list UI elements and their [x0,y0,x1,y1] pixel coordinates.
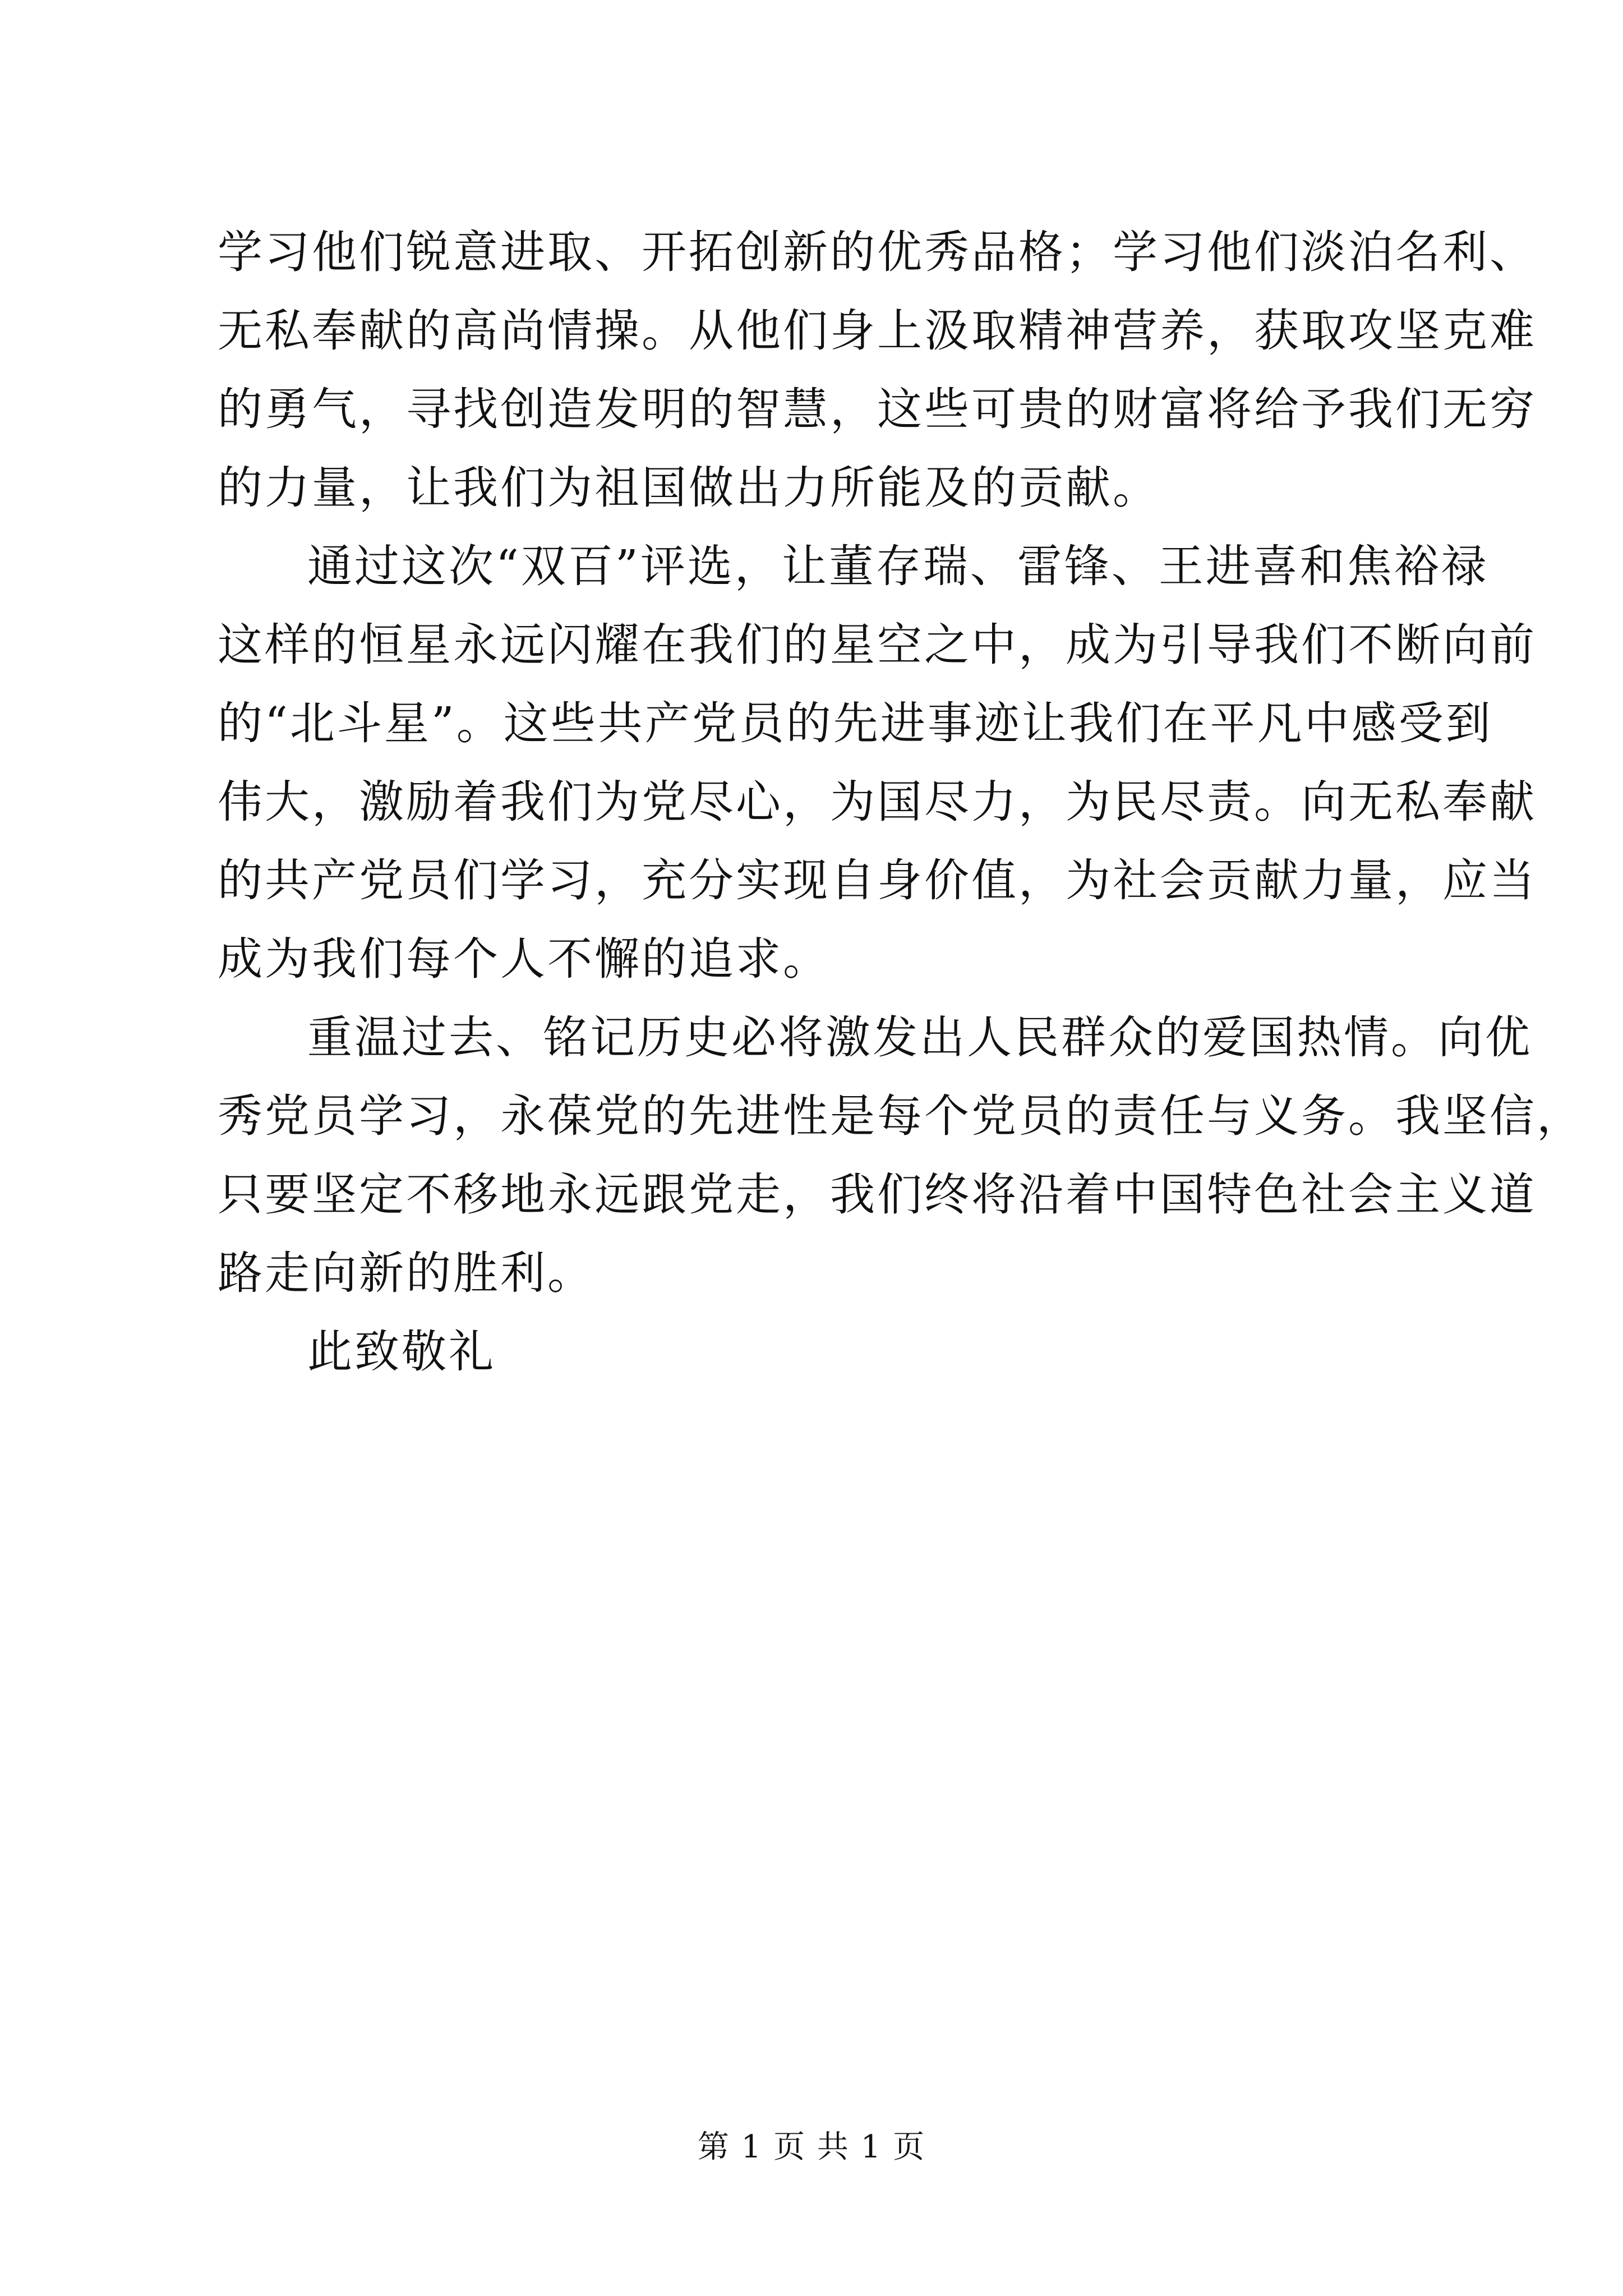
paragraph-2-line-4: 伟大，激励着我们为党尽心，为国尽力，为民尽责。向无私奉献 [218,776,1537,828]
paragraph-3-line-3: 只要坚定不移地永远跟党走，我们终将沿着中国特色社会主义道 [218,1168,1537,1221]
paragraph-2-line-1: 通过这次“双百”评选，让董存瑞、雷锋、王进喜和焦裕禄 [307,540,1488,592]
paragraph-2-line-2: 这样的恒星永远闪耀在我们的星空之中，成为引导我们不断向前 [218,619,1537,671]
paragraph-2-line-5: 的共产党员们学习，充分实现自身价值，为社会贡献力量，应当 [218,854,1537,907]
closing-salutation: 此致敬礼 [307,1326,496,1378]
paragraph-3-line-1: 重温过去、铭记历史必将激发出人民群众的爱国热情。向优 [307,1011,1532,1064]
paragraph-1-line-2: 无私奉献的高尚情操。从他们身上汲取精神营养，获取攻坚克难 [218,305,1537,357]
paragraph-3-line-2: 秀党员学习，永葆党的先进性是每个党员的责任与义务。我坚信， [218,1090,1584,1142]
paragraph-2-line-3: 的“北斗星”。这些共产党员的先进事迹让我们在平凡中感受到 [218,697,1493,749]
paragraph-2-line-6: 成为我们每个人不懈的追求。 [218,933,830,985]
paragraph-1-line-1: 学习他们锐意进取、开拓创新的优秀品格；学习他们淡泊名利、 [218,226,1537,278]
paragraph-3-line-4: 路走向新的胜利。 [218,1247,594,1299]
paragraph-1-line-3: 的勇气，寻找创造发明的智慧，这些可贵的财富将给予我们无穷 [218,383,1537,435]
paragraph-1-line-4: 的力量，让我们为祖国做出力所能及的贡献。 [218,462,1160,514]
page-number-footer: 第 1 页 共 1 页 [697,2129,926,2165]
